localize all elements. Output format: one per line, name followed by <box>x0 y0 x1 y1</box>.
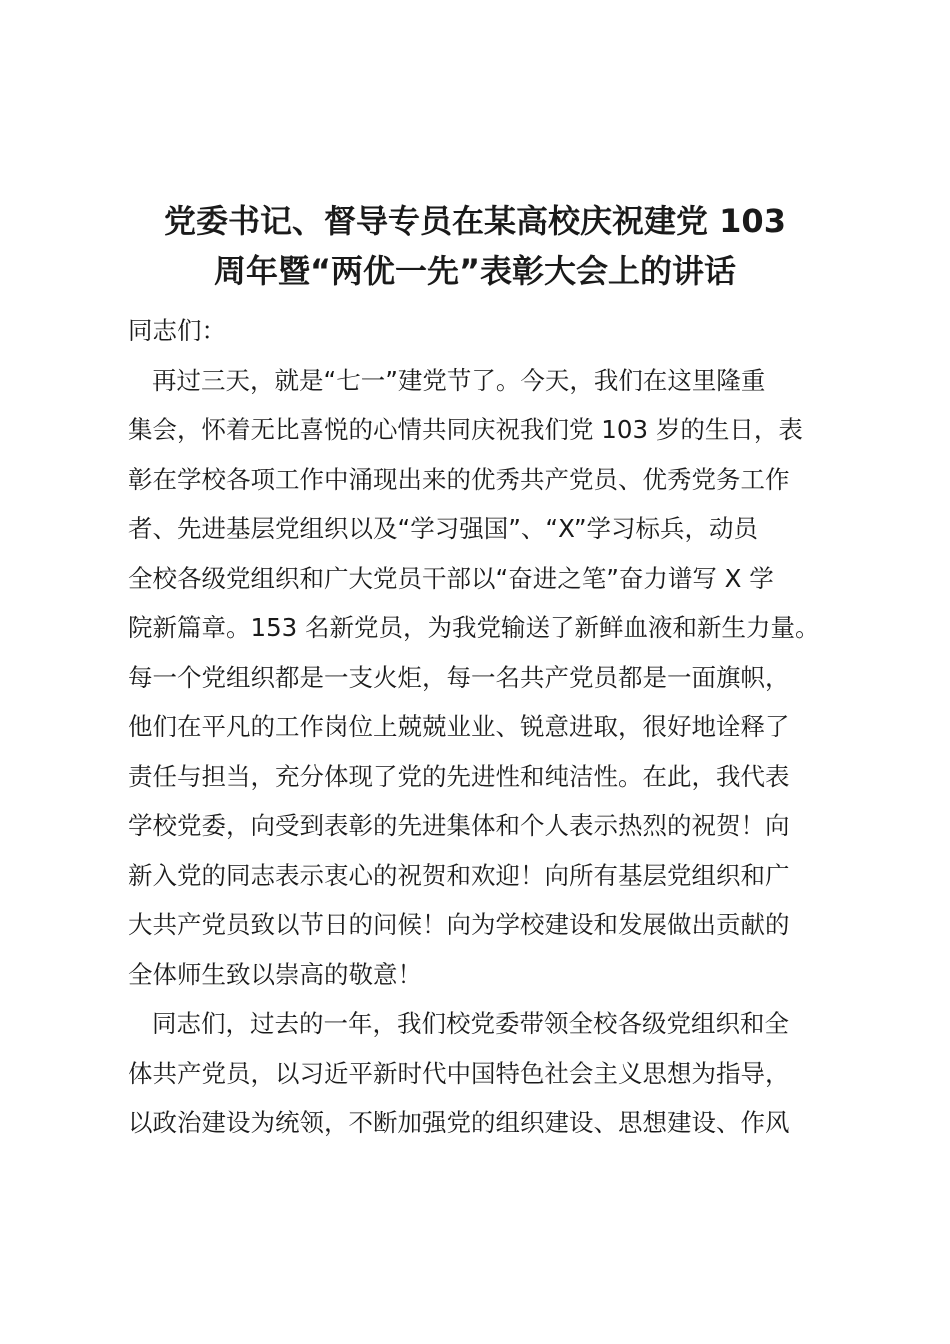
paragraph-line: 每一个党组织都是一支火炬，每一名共产党员都是一面旗帜， <box>128 662 790 692</box>
document-body <box>128 306 848 1148</box>
paragraph-line: 再过三天，就是“七一”建党节了。今天，我们在这里隆重 <box>152 365 766 395</box>
title-line-2: 周年暨“两优一先”表彰大会上的讲话 <box>213 252 737 290</box>
paragraph-line: 他们在平凡的工作岗位上兢兢业业、锐意进取，很好地诠释了 <box>128 712 790 741</box>
paragraph-line: 责任与担当，充分体现了党的先进性和纯洁性。在此，我代表 <box>128 761 790 791</box>
document-title <box>110 196 840 296</box>
paragraph-line: 集会，怀着无比喜悦的心情共同庆祝我们党 103 岁的生日，表 <box>128 415 803 444</box>
paragraph-line: 者、先进基层党组织以及“学习强国”、“X”学习标兵，动员 <box>128 514 759 543</box>
paragraph-line: 同志们，过去的一年，我们校党委带领全校各级党组织和全 <box>152 1009 789 1038</box>
paragraph-line: 新入党的同志表示衷心的祝贺和欢迎！向所有基层党组织和广 <box>128 860 790 890</box>
paragraph-line: 学校党委，向受到表彰的先进集体和个人表示热烈的祝贺！向 <box>128 811 790 840</box>
paragraph-line: 全体师生致以崇高的敬意！ <box>128 959 422 989</box>
salutation: 同志们： <box>128 316 226 345</box>
title-line-1: 党委书记、督导专员在某高校庆祝建党 103 <box>164 202 786 240</box>
paragraph-line: 院新篇章。153 名新党员，为我党输送了新鲜血液和新生力量。 <box>128 613 820 642</box>
paragraph-1 <box>128 356 848 1000</box>
paragraph-line: 彰在学校各项工作中涌现出来的优秀共产党员、优秀党务工作 <box>128 464 790 494</box>
paragraph-line: 大共产党员致以节日的问候！向为学校建设和发展做出贡献的 <box>128 910 790 939</box>
paragraph-line: 体共产党员，以习近平新时代中国特色社会主义思想为指导， <box>128 1058 790 1088</box>
paragraph-line: 以政治建设为统领，不断加强党的组织建设、思想建设、作风 <box>128 1108 790 1137</box>
paragraph-2 <box>128 999 848 1148</box>
paragraph-line: 全校各级党组织和广大党员干部以“奋进之笔”奋力谱写 X 学 <box>128 563 774 593</box>
